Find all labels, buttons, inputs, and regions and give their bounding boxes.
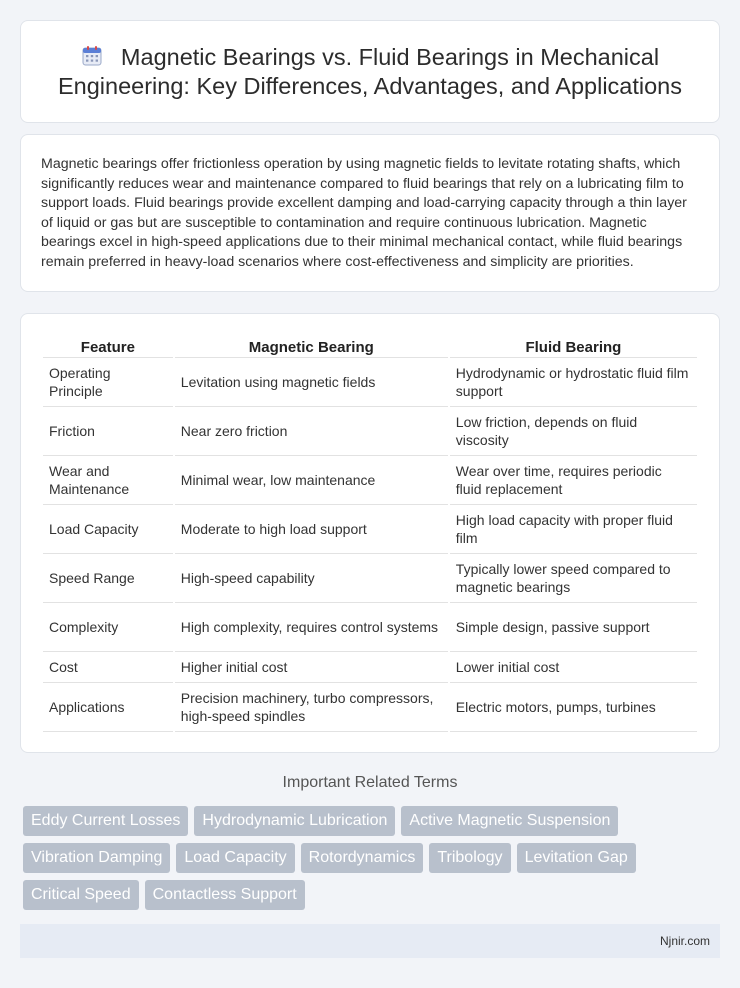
- fluid-cell: Electric motors, pumps, turbines: [450, 683, 697, 732]
- magnetic-cell: Moderate to high load support: [175, 505, 448, 554]
- table-row: [43, 603, 697, 652]
- tag-active-magnetic-suspension[interactable]: Active Magnetic Suspension: [401, 806, 618, 836]
- fluid-cell: Lower initial cost: [450, 652, 697, 683]
- magnetic-cell: High complexity, requires control systems: [175, 603, 448, 652]
- related-terms-title: Important Related Terms: [282, 774, 458, 791]
- feature-cell: Speed Range: [43, 554, 173, 603]
- fluid-cell: Wear over time, requires periodic fluid replacement: [450, 456, 697, 505]
- fluid-cell: Simple design, passive support: [450, 603, 697, 652]
- feature-cell: Operating Principle: [43, 358, 173, 407]
- magnetic-cell: Levitation using magnetic fields: [175, 358, 448, 407]
- tag-contactless-support[interactable]: Contactless Support: [145, 880, 305, 910]
- table-row: [43, 554, 697, 603]
- tag-rotordynamics[interactable]: Rotordynamics: [301, 843, 424, 873]
- tag-hydrodynamic-lubrication[interactable]: Hydrodynamic Lubrication: [194, 806, 395, 836]
- tag-load-capacity[interactable]: Load Capacity: [176, 843, 294, 873]
- calendar-icon: [81, 45, 103, 67]
- magnetic-cell: Precision machinery, turbo compressors, high-speed spindles: [175, 683, 448, 732]
- comparison-table: [41, 332, 699, 732]
- comparison-card: [20, 313, 720, 753]
- fluid-cell: Hydrodynamic or hydrostatic fluid film support: [450, 358, 697, 407]
- feature-cell: Complexity: [43, 603, 173, 652]
- intro-card: [20, 134, 720, 292]
- magnetic-cell: Higher initial cost: [175, 652, 448, 683]
- footer-brand-link[interactable]: Njnir.com: [659, 934, 710, 948]
- feature-cell: Applications: [43, 683, 173, 732]
- title-card: [20, 20, 720, 123]
- fluid-cell: High load capacity with proper fluid film: [450, 505, 697, 554]
- intro-paragraph: Magnetic bearings offer frictionless operation by using magnetic fields to levitate rotating shafts, which significantly reduces wear and maintenance compared to fluid bearings that rely on a lubricating film to support loads. Fluid bearings provide excellent damping and load-carrying capacity through a thin layer of liquid or gas but are susceptible to contamination and require continuous lubrication. Magnetic bearings excel in high-speed applications due to their minimal mechanical contact, while fluid bearings remain preferred in heavy-load scenarios where cost-effectiveness and simplicity are priorities.: [41, 156, 687, 270]
- tag-vibration-damping[interactable]: Vibration Damping: [23, 843, 170, 873]
- header-feature: Feature: [43, 332, 173, 358]
- footer: [20, 924, 720, 958]
- magnetic-cell: Minimal wear, low maintenance: [175, 456, 448, 505]
- tag-tribology[interactable]: Tribology: [429, 843, 510, 873]
- table-header-row: [43, 332, 697, 358]
- header-magnetic: Magnetic Bearing: [175, 332, 448, 358]
- feature-cell: Friction: [43, 407, 173, 456]
- table-row: [43, 683, 697, 732]
- page-title-text: Magnetic Bearings vs. Fluid Bearings in Mechanical Engineering: Key Differences, Advantages, and Applications: [57, 43, 683, 99]
- feature-cell: Wear and Maintenance: [43, 456, 173, 505]
- table-row: [43, 358, 697, 407]
- feature-cell: Cost: [43, 652, 173, 683]
- related-terms-list: [23, 806, 723, 917]
- fluid-cell: Low friction, depends on fluid viscosity: [450, 407, 697, 456]
- magnetic-cell: Near zero friction: [175, 407, 448, 456]
- feature-cell: Load Capacity: [43, 505, 173, 554]
- tag-eddy-current-losses[interactable]: Eddy Current Losses: [23, 806, 188, 836]
- table-row: [43, 505, 697, 554]
- table-row: [43, 652, 697, 683]
- tag-levitation-gap[interactable]: Levitation Gap: [517, 843, 636, 873]
- table-row: [43, 407, 697, 456]
- header-fluid: Fluid Bearing: [450, 332, 697, 358]
- table-row: [43, 456, 697, 505]
- fluid-cell: Typically lower speed compared to magnetic bearings: [450, 554, 697, 603]
- magnetic-cell: High-speed capability: [175, 554, 448, 603]
- tag-critical-speed[interactable]: Critical Speed: [23, 880, 139, 910]
- page-title: [51, 43, 689, 101]
